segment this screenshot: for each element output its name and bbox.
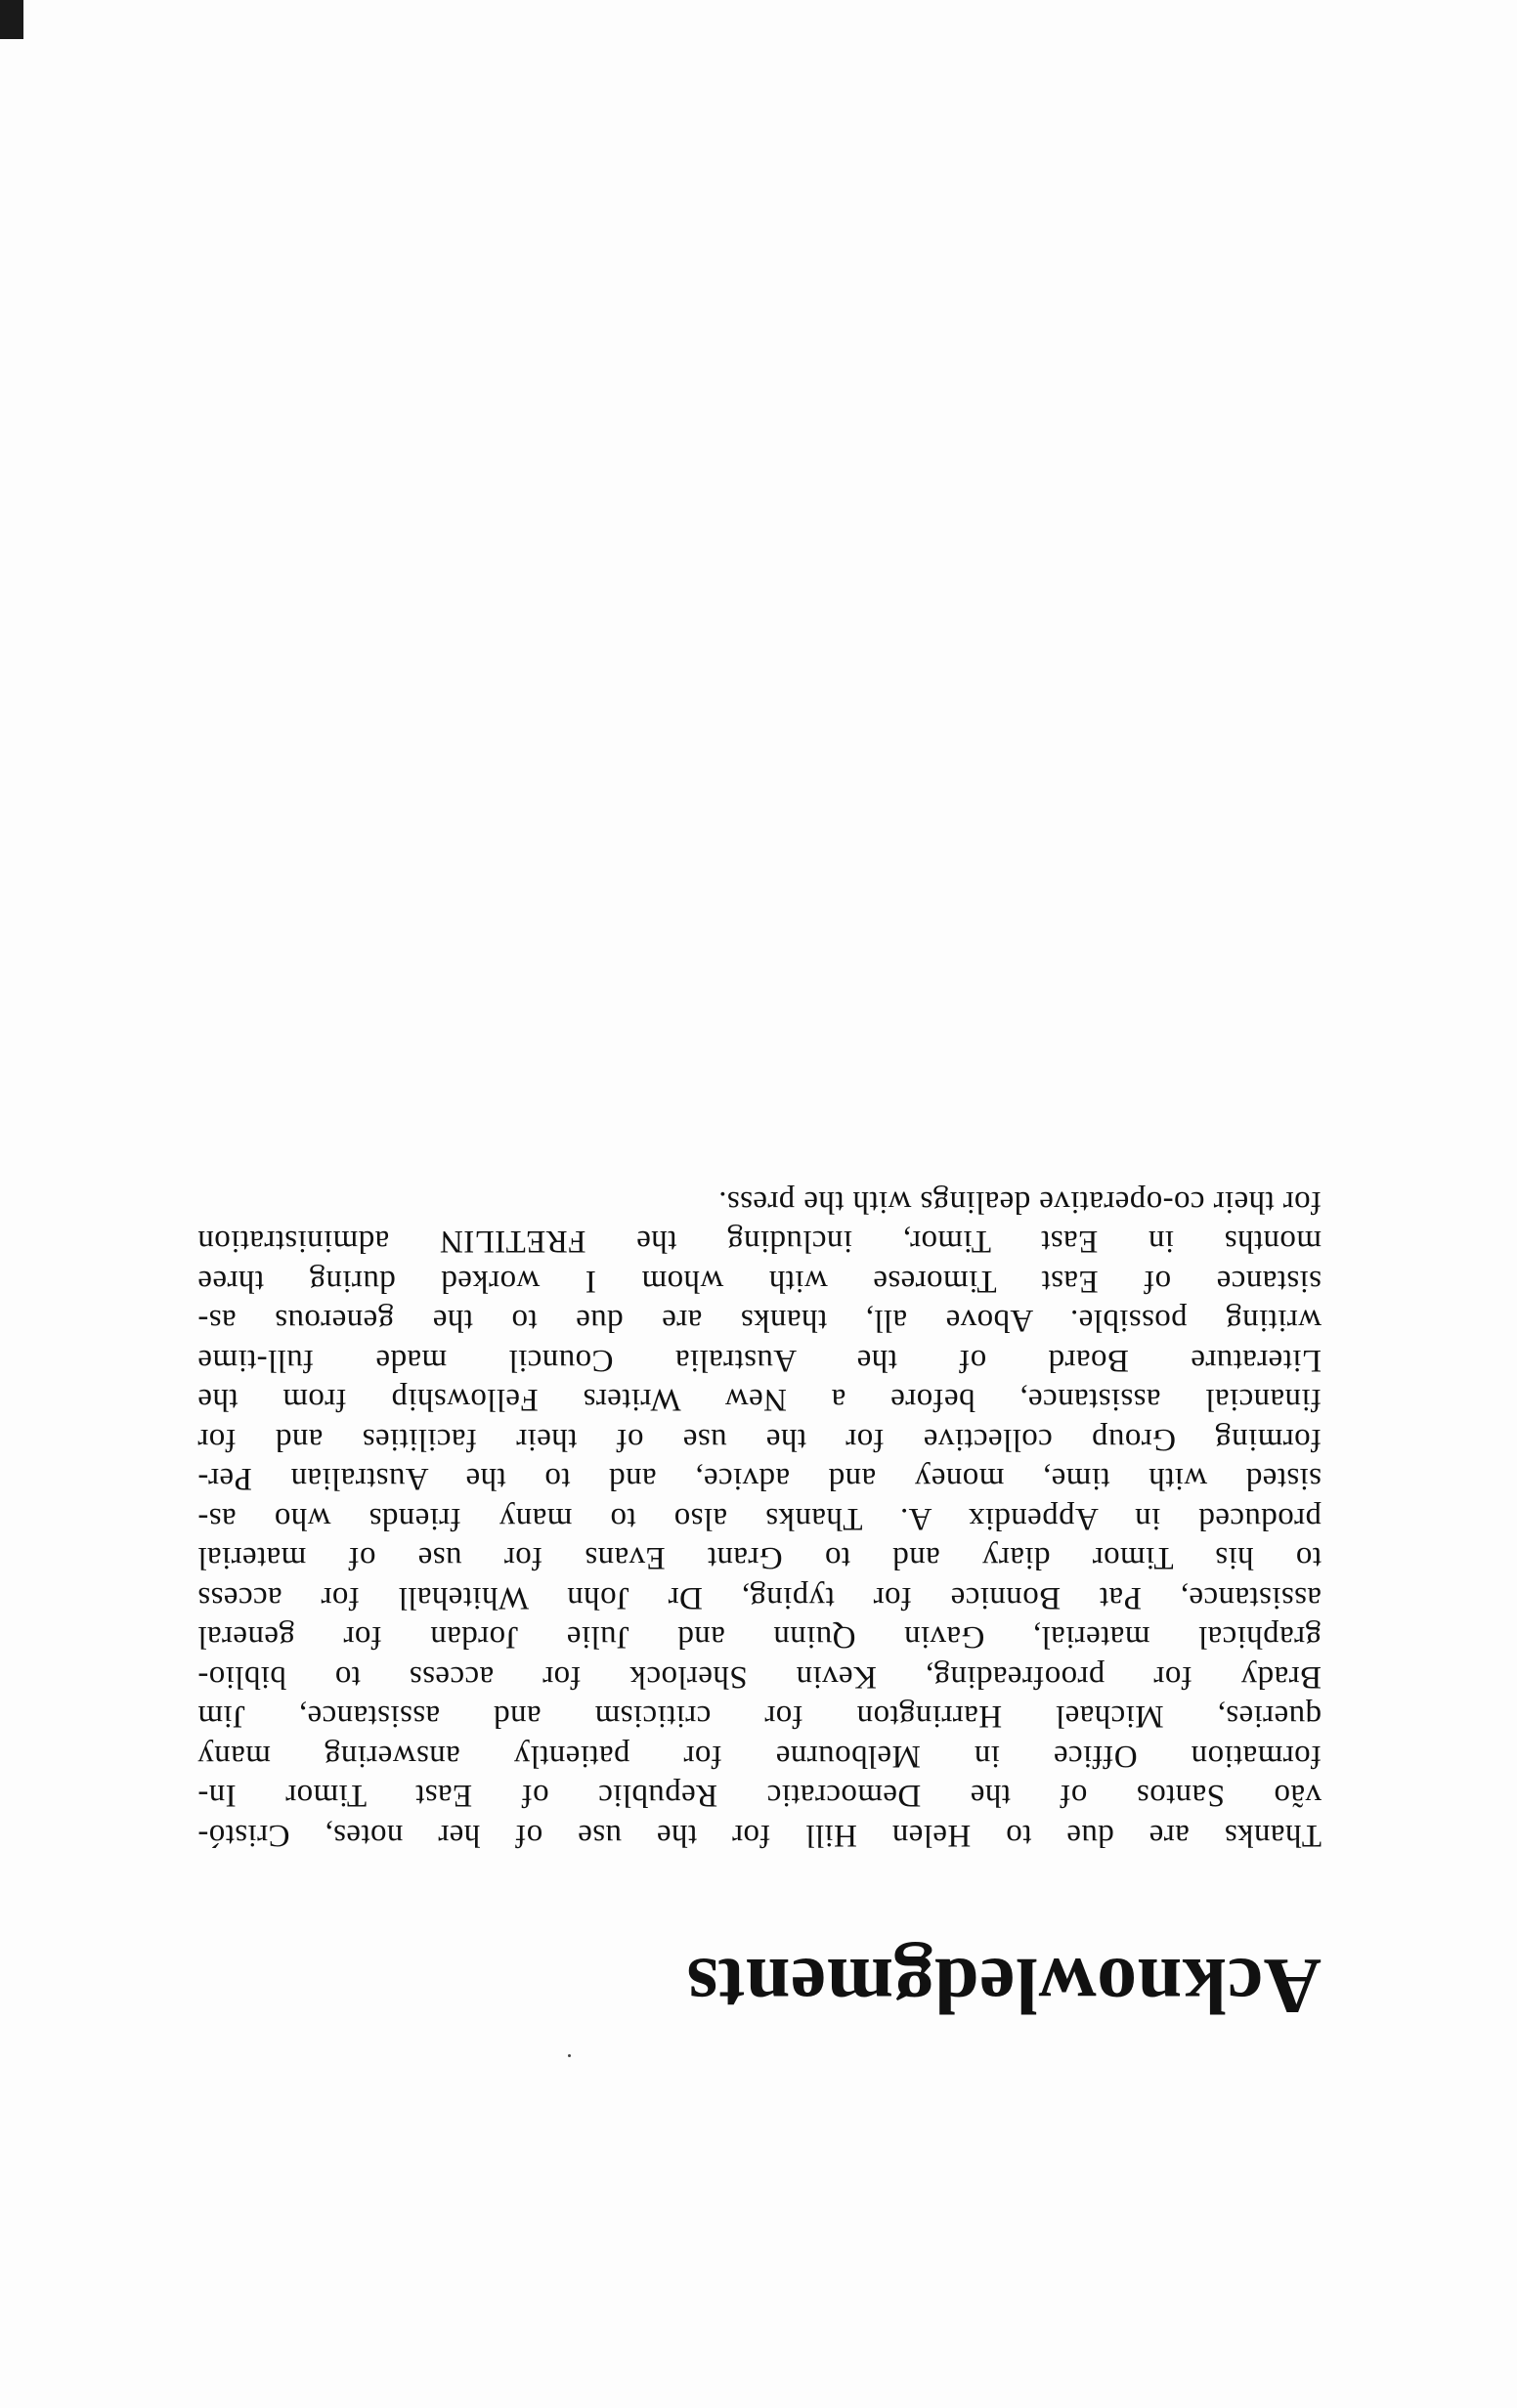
- paragraph-line: sisted with time, money and advice, and to the Australian Per-: [197, 1461, 1322, 1497]
- paragraph-line: assistance, Pat Bonnice for typing, Dr John Whitehall for access: [197, 1580, 1322, 1615]
- paragraph-line: to his Timor diary and to Grant Evans for use of material: [197, 1540, 1322, 1576]
- paragraph-line: sistance of East Timorese with whom I worked during three: [197, 1264, 1322, 1299]
- paragraph-line: vão Santos of the Democratic Republic of East Timor In-: [197, 1778, 1322, 1814]
- acknowledgments-paragraph: [197, 1182, 1322, 1856]
- paragraph-line: Literature Board of the Australia Council made full-time: [197, 1343, 1322, 1378]
- paragraph-line: graphical material, Gavin Quinn and Julie Jordan for general: [197, 1619, 1322, 1656]
- paragraph-line: produced in Appendix A. Thanks also to many friends who as-: [197, 1501, 1322, 1536]
- paragraph-line: months in East Timor, including the FRETILIN administration: [197, 1224, 1322, 1260]
- paragraph-line: Thanks are due to Helen Hill for the use of her notes, Cristó-: [197, 1818, 1322, 1853]
- paragraph-line: for their co-operative dealings with the press.: [717, 1184, 1322, 1220]
- scan-corner-mark: [0, 0, 23, 39]
- paragraph-line: writing possible. Above all, thanks are due to the generous as-: [197, 1303, 1322, 1339]
- scan-speck: [568, 2054, 571, 2057]
- paragraph-line: forming Group collective for the use of their facilities and for: [197, 1422, 1322, 1457]
- paragraph-line: Brady for proofreading, Kevin Sherlock for access to biblio-: [197, 1659, 1322, 1695]
- paragraph-line: formation Office in Melbourne for patiently answering many: [197, 1739, 1322, 1774]
- paragraph-line: financial assistance, before a New Writers Fellowship from the: [197, 1382, 1322, 1418]
- paragraph-line: queries, Michael Harrington for criticism and assistance, Jim: [197, 1698, 1322, 1735]
- page-title: Acknowledgments: [686, 1942, 1322, 2031]
